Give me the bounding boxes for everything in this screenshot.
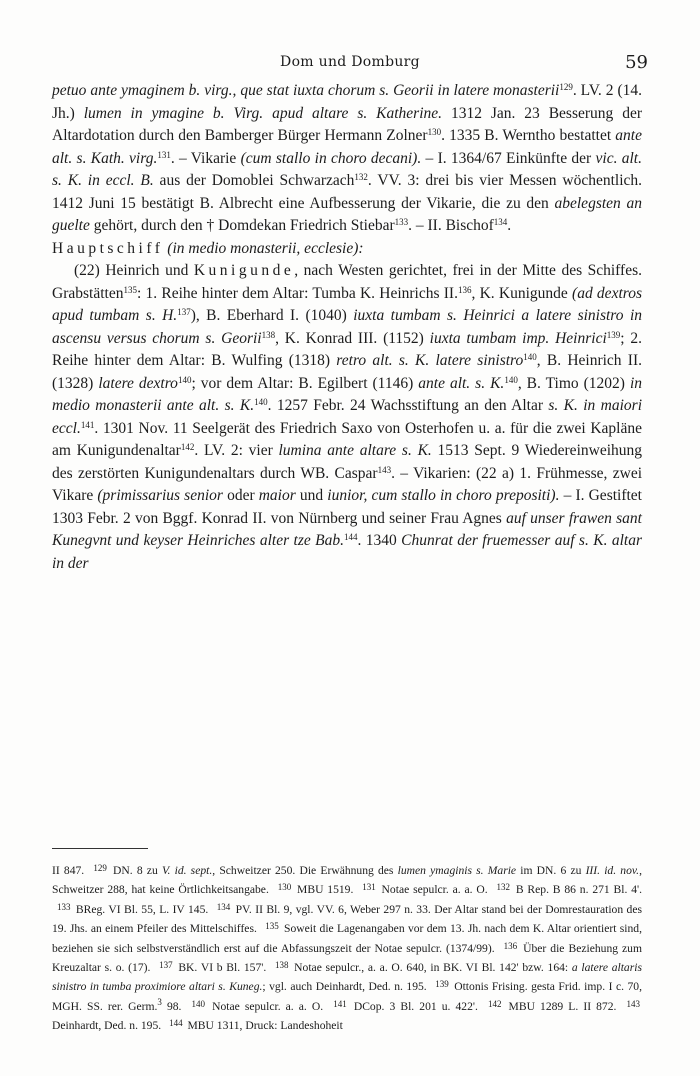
- footnote-text: MBU 1289 L. II 872.: [503, 999, 617, 1013]
- footnote-text: , Schweitzer 250. Die Erwähnung des: [212, 864, 398, 877]
- footnote-text: Notae sepulcr., a. a. O. 640, in BK. VI Bl. 142' bzw. 164:: [290, 961, 572, 975]
- text-run: gehört, durch den † Domdekan Friedrich Stiebar: [89, 217, 395, 234]
- spaced-name: Kunigunde: [193, 262, 295, 279]
- footnote-text: Über die Beziehung zum Kreuzaltar s. o. (17).: [52, 941, 642, 975]
- footnote-text: , Schweitzer 288, hat keine Örtlichkeitsangabe.: [52, 864, 642, 897]
- footnote-text: Notae sepulcr. a. a. O.: [377, 883, 488, 897]
- footnote-block: [52, 860, 642, 1035]
- text-run: .: [507, 217, 512, 234]
- latin-quote: (cum stallo in choro decani).: [240, 149, 422, 167]
- footnote-text: BK. VI b Bl. 157'.: [174, 961, 267, 975]
- footnote-ref: 138: [261, 329, 276, 340]
- text-run: oder: [222, 487, 259, 504]
- footnote-ref: 133: [394, 217, 409, 227]
- latin-quote: iuxta tumbam s. Heinrici a latere sinistro in ascensu versus chorum s. Georii: [52, 307, 642, 347]
- latin-quote: vic. alt. s. K. in eccl. B.: [52, 149, 642, 189]
- text-run: ), B. Eberhard I. (1040): [190, 307, 354, 324]
- text-run: . VV. 3: drei bis vier Messen wöchentlich. 1412 Juni 15 bestätigt B. Albrecht eine Aufbesserung der Vikarie, die zu den: [52, 172, 643, 212]
- footnote-number: 129: [93, 863, 107, 873]
- footnote-text: PV. II Bl. 9, vgl. VV. 6, Weber 297 n. 33. Der Altar stand bei der Domrestauration des 19. Jhs. an einem Pfeiler des Mittelschiffes.: [52, 902, 642, 936]
- footnote-ref: 139: [606, 329, 621, 340]
- footnote-text: Notae sepulcr. a. a. O.: [207, 999, 324, 1013]
- text-run: (22) Heinrich und: [74, 262, 194, 279]
- footnote-ref: 137: [177, 307, 191, 317]
- text-run: , K. Konrad III. (1152): [275, 329, 430, 347]
- text-run: und: [295, 487, 328, 504]
- text-run: . LV. 2: vier: [194, 442, 279, 459]
- text-run: 1513 Sept. 9 Wiedereinweihung des zerstörten Kunigundenaltars durch WB. Caspar: [52, 442, 643, 482]
- footnote-italic: a latere altaris sinistro in tumba proximiore altari s. Kuneg.: [52, 961, 642, 994]
- footnote-text: Deinhardt, Ded. n. 195.: [52, 1019, 162, 1033]
- latin-quote: ante alt. s. Kath. virg.: [52, 127, 642, 167]
- footnote-carryover: II 847.: [52, 864, 85, 877]
- footnote-number: 139: [435, 979, 449, 990]
- text-run: . – Vikarien: (22 a) 1. Frühmesse, zwei Vikare: [52, 464, 643, 504]
- text-run: . – Vikarie: [170, 149, 241, 167]
- latin-quote: (in medio monasterii, ecclesie):: [163, 239, 364, 257]
- footnote-text: Soweit die Lagenangaben vor dem 13. Jh. nach dem K. Altar orientiert sind, beziehen sie sich selbstverständlich erst auf die Abfassungszeit der Notae sepulcr. (1374/99).: [52, 922, 642, 955]
- footnote-ref: 143: [377, 464, 392, 475]
- text-run: , K. Kunigunde: [471, 284, 573, 302]
- footnote-number: 136: [503, 940, 518, 951]
- latin-quote: lumen in ymagine b. Virg. apud altare s. Katherine.: [83, 104, 443, 122]
- text-run: ; vor dem Altar: B. Egilbert (1146): [191, 374, 419, 392]
- text-run: – I. 1364/67 Einkünfte der: [421, 149, 596, 167]
- text-run: . – II. Bischof: [408, 217, 494, 234]
- footnote-text: ; vgl. auch Deinhardt, Ded. n. 195.: [262, 980, 427, 994]
- latin-quote: (ad dextros apud tumbam s. H.: [52, 284, 642, 324]
- text-run: . 1257 Febr. 24 Wachsstiftung an den Altar: [267, 397, 549, 414]
- footnote-number: 130: [277, 882, 292, 893]
- footnote-text: im DN. 6 zu: [516, 864, 586, 877]
- footnote-ref: 142: [180, 442, 195, 452]
- footnote-ref: 131: [157, 149, 171, 160]
- footnote-ref: 130: [427, 127, 442, 137]
- latin-quote: s. K. in maiori eccl.: [52, 397, 643, 437]
- text-run: aus der Domoblei Schwarzach: [153, 172, 355, 189]
- footnote-text: DN. 8 zu: [108, 864, 162, 877]
- main-text: [52, 80, 642, 575]
- footnote-number: 134: [216, 901, 231, 912]
- footnote-ref: 140: [254, 397, 268, 407]
- footnote-number: 132: [496, 882, 510, 893]
- footnote-number: 138: [274, 960, 289, 971]
- footnote-text: Ottonis Frising. gesta Frid. imp. I c. 70, MGH. SS. rer. Germ.: [52, 980, 642, 1013]
- footnote-italic: lumen ymaginis s. Marie: [397, 864, 517, 877]
- text-run: . 1335 B. Werntho bestattet: [441, 127, 616, 144]
- paragraph-continuation: [52, 80, 642, 238]
- footnote-text: MBU 1519.: [293, 883, 354, 897]
- footnote-ref: 132: [354, 172, 368, 182]
- latin-quote: Chunrat der fruemesser auf s. K. altar in der: [52, 532, 642, 572]
- footnote-ref: 144: [343, 532, 358, 542]
- footnote-number: 135: [265, 921, 279, 932]
- footnote-number: 141: [333, 998, 347, 1009]
- page-number: 59: [625, 52, 648, 73]
- footnote-ref: 140: [177, 374, 192, 385]
- footnote-ref: 136: [457, 284, 472, 295]
- footnote-ref: 141: [80, 419, 95, 430]
- footnote-ref: 135: [123, 284, 137, 295]
- running-head: Dom und Domburg: [280, 54, 420, 70]
- text-run: . LV. 2 (14. Jh.): [52, 82, 642, 122]
- footnote-text: DCop. 3 Bl. 201 u. 422'.: [348, 999, 478, 1013]
- paragraph-hauptschiff: [52, 260, 642, 575]
- footnotes: [52, 860, 642, 1035]
- edition-superscript: 3: [157, 996, 162, 1007]
- footnote-number: 131: [362, 882, 376, 893]
- section-heading: Hauptschiff: [52, 239, 164, 257]
- text-run: 1312 Jan. 23 Besserung der Altardotation durch den Bamberger Bürger Hermann Zolner: [52, 104, 642, 144]
- latin-quote: abelegsten an guelte: [52, 194, 642, 234]
- text-run: : 1. Reihe hinter dem Altar: Tumba K. Heinrichs II.: [136, 284, 458, 302]
- latin-quote: retro alt. s. K. latere sinistro: [336, 352, 524, 369]
- latin-quote: latere dextro: [98, 374, 178, 392]
- footnote-text: BReg. VI Bl. 55, L. IV 145.: [72, 902, 209, 916]
- footnote-number: 144: [169, 1018, 183, 1029]
- footnote-ref: 140: [504, 374, 518, 385]
- footnote-number: 143: [626, 998, 640, 1009]
- footnote-ref: 140: [523, 352, 537, 362]
- latin-quote: lumina ante altare s. K.: [278, 442, 432, 459]
- latin-quote: iunior, cum stallo in choro prepositi).: [327, 487, 560, 504]
- latin-quote: maior: [258, 487, 296, 504]
- latin-quote: in medio monasterii ante alt. s. K.: [52, 374, 643, 414]
- text-run: ; 2. Reihe hinter dem Altar: B. Wulfing (1318): [52, 329, 642, 369]
- text-run: , nach Westen gerichtet, frei in der Mitte des Schiffes. Grabstätten: [52, 262, 642, 302]
- footnote-number: 142: [487, 998, 502, 1009]
- latin-quote: petuo ante ymaginem b. virg., que stat iuxta chorum s. Georii in latere monasterii: [52, 82, 560, 99]
- latin-quote: ante alt. s. K.: [418, 374, 505, 392]
- section-heading-line: [52, 238, 642, 261]
- latin-quote: auf unser frawen sant Kunegvnt und keyser Heinriches alter tze Bab.: [52, 509, 642, 549]
- footnote-divider: [52, 848, 148, 849]
- footnote-number: 137: [159, 960, 173, 971]
- footnote-ref: 134: [493, 217, 508, 227]
- text-run: , B. Heinrich II. (1328): [52, 352, 642, 392]
- text-run: , B. Timo (1202): [517, 374, 630, 392]
- text-run: . 1340: [357, 532, 402, 549]
- footnote-number: 140: [191, 998, 206, 1009]
- page-header: [52, 52, 648, 76]
- text-run: . 1301 Nov. 11 Seelgerät des Friedrich Saxo von Osterhofen u. a. für die zwei Kapläne am Kunigundenaltar: [52, 419, 642, 459]
- footnote-text: 98.: [161, 999, 182, 1013]
- footnote-italic: V. id. sept.: [161, 864, 213, 877]
- latin-quote: iuxta tumbam imp. Heinrici: [429, 329, 607, 347]
- footnote-ref: 129: [559, 82, 573, 92]
- footnote-italic: III. id. nov.: [585, 864, 640, 877]
- latin-quote: (primissarius senior: [97, 487, 223, 504]
- footnote-number: 133: [57, 901, 71, 912]
- footnote-text: B Rep. B 86 n. 271 Bl. 4'.: [512, 883, 643, 897]
- footnote-text: MBU 1311, Druck: Landeshoheit: [184, 1019, 343, 1033]
- text-run: – I. Gestiftet 1303 Febr. 2 von Bggf. Konrad II. von Nürnberg und seiner Frau Agnes: [52, 487, 642, 527]
